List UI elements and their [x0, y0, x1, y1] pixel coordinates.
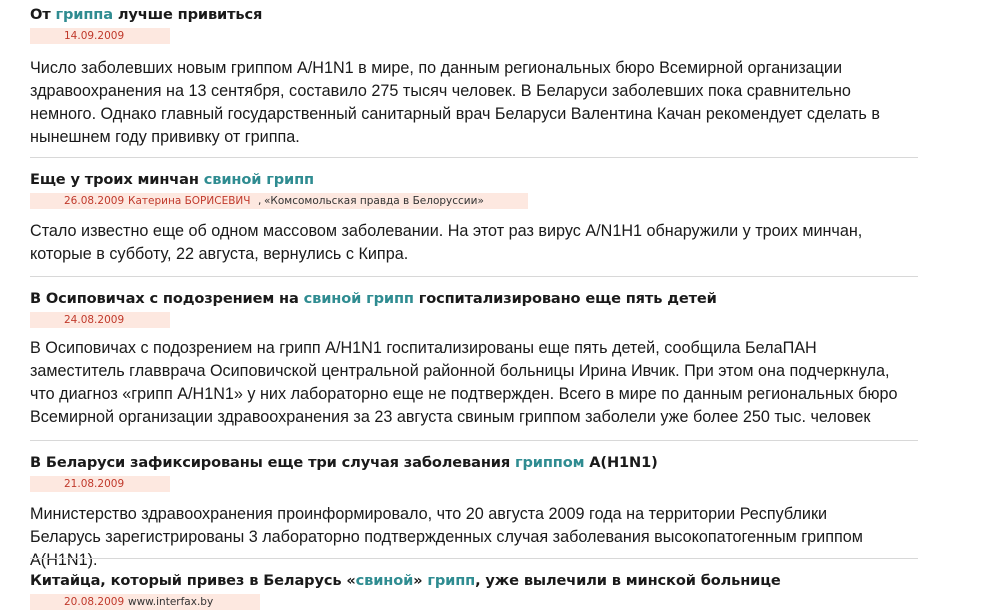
headline-text: От — [30, 6, 56, 23]
headline-link[interactable]: гриппа — [55, 6, 113, 23]
news-date: 20.08.2009 — [64, 596, 125, 608]
meta-bar — [30, 28, 170, 44]
headline-link[interactable]: свиной — [355, 572, 414, 589]
headline-link[interactable]: свиной грипп — [203, 171, 314, 188]
meta-bar — [30, 594, 260, 610]
news-author[interactable]: Катерина БОРИСЕВИЧ — [128, 195, 251, 207]
headline-text: , уже вылечили в минской больнице — [475, 572, 781, 589]
news-source[interactable]: www.interfax.by — [128, 596, 214, 608]
meta-bar — [30, 476, 170, 492]
divider — [30, 558, 918, 559]
news-summary: Министерство здравоохранения проинформировало, что 20 августа 2009 года на территории Республики Беларусь зарегистрированы 3 лабораторно подтвержденных случая заболевания высокопатогенным гриппом A(H1N1). — [30, 505, 863, 569]
news-date: 14.09.2009 — [64, 30, 125, 42]
headline-text: В Беларуси зафиксированы еще три случая заболевания — [30, 454, 515, 471]
news-date: 24.08.2009 — [64, 314, 125, 326]
headline-text: В Осиповичах с подозрением на — [30, 290, 304, 307]
headline-text: лучше привиться — [112, 6, 263, 23]
news-summary: Стало известно еще об одном массовом заболевании. На этот раз вирус A/N1H1 обнаружили у троих минчан, которые в субботу, 22 августа, вернулись с Кипра. — [30, 222, 863, 263]
news-headline[interactable] — [30, 454, 658, 471]
divider — [30, 157, 918, 158]
headline-text: госпитализировано еще пять детей — [413, 290, 717, 307]
news-headline[interactable] — [30, 171, 314, 188]
headline-text: Китайца, который привез в Беларусь « — [30, 572, 356, 589]
headline-text: Еще у троих минчан — [30, 171, 204, 188]
news-date: 26.08.2009 — [64, 195, 125, 207]
news-headline[interactable] — [30, 290, 717, 307]
meta-bar — [30, 312, 170, 328]
divider — [30, 276, 918, 277]
meta-separator: , — [258, 195, 262, 207]
news-summary: Число заболевших новым гриппом A/H1N1 в мире, по данным региональных бюро Всемирной организации здравоохранения на 13 сентября, составило 275 тысяч человек. В Беларуси заболевших пока сравнительно немного. Однако главный государственный санитарный врач Беларуси Валентина Качан рекомендует сделать в нынешнем году прививку от гриппа. — [30, 59, 880, 146]
headline-link[interactable]: гриппом — [514, 454, 585, 471]
divider — [30, 440, 918, 441]
news-source[interactable]: «Комсомольская правда в Белоруссии» — [264, 195, 484, 207]
headline-text: » — [413, 572, 428, 589]
news-headline[interactable] — [30, 572, 781, 589]
headline-link[interactable]: грипп — [427, 572, 476, 589]
meta-bar — [30, 193, 528, 209]
headline-link[interactable]: свиной грипп — [303, 290, 414, 307]
news-headline[interactable] — [30, 6, 262, 23]
news-date: 21.08.2009 — [64, 478, 125, 490]
news-summary: В Осиповичах с подозрением на грипп A/H1N1 госпитализированы еще пять детей, сообщила БелаПАН заместитель главврача Осиповичской центральной районной больницы Ирина Ивчик. При этом она подчеркнула, что диагноз «грипп A/H1N1» у них лабораторно еще не подтвержден. Всего в мире по данным региональных бюро Всемирной организации здравоохранения за 23 августа свиным гриппом заболели уже более 250 тыс. человек — [30, 339, 898, 426]
headline-text: A(H1N1) — [584, 454, 658, 471]
